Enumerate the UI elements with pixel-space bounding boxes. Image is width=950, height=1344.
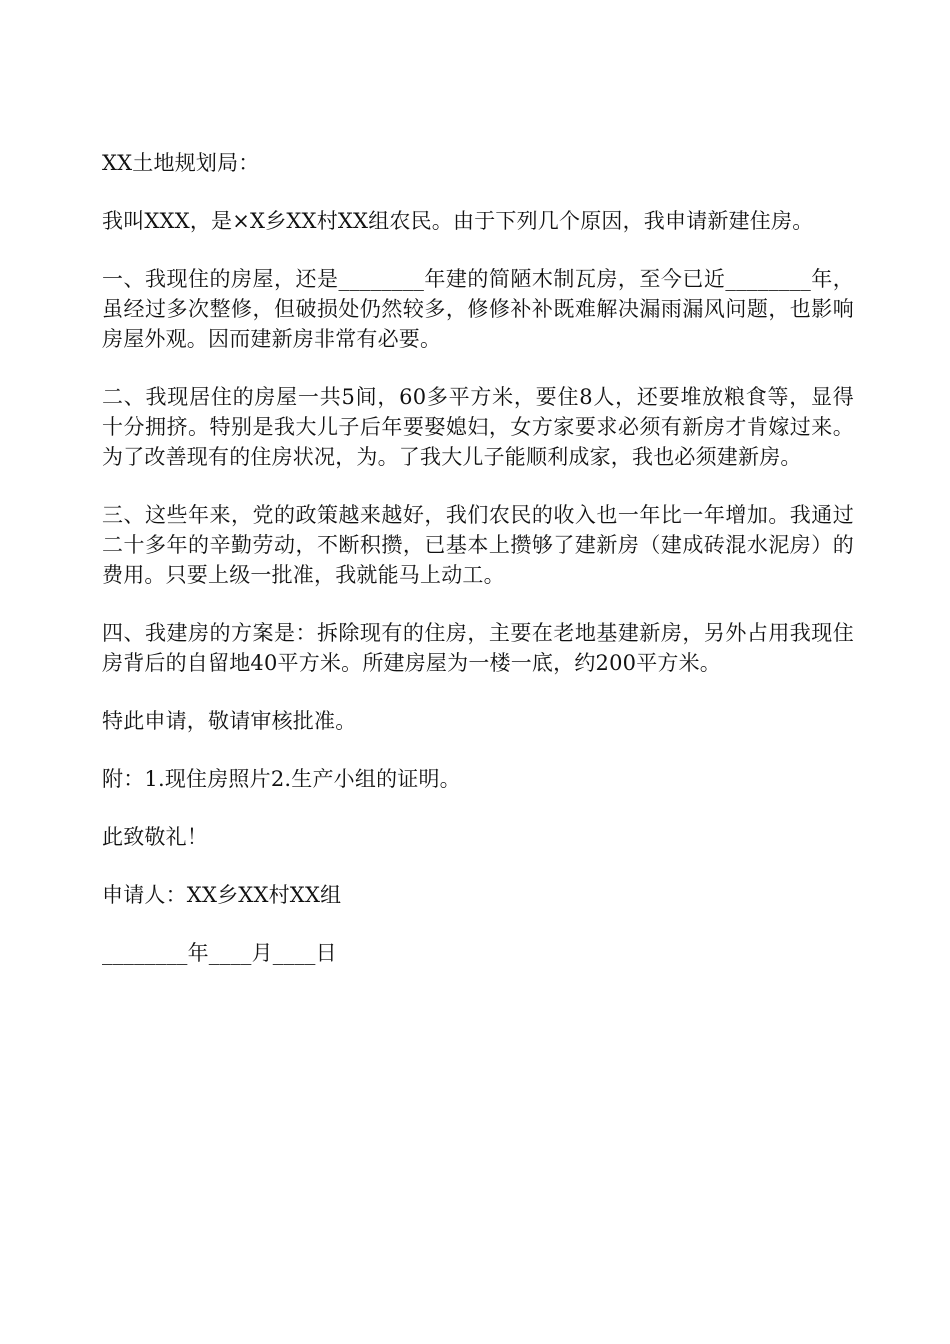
closing-line: 此致敬礼！ <box>102 825 208 849</box>
letter-body <box>102 148 854 968</box>
reason-1-paragraph: 一、我现住的房屋，还是________年建的简陋木制瓦房，至今已近________年，虽经过多次整修，但破损处仍然较多，修修补补既难解决漏雨漏风问题，也影响房屋外观。因而建新房非常有必要。 <box>102 267 854 351</box>
reason-3-paragraph: 三、这些年来，党的政策越来越好，我们农民的收入也一年比一年增加。我通过二十多年的辛勤劳动，不断积攒，已基本上攒够了建新房（建成砖混水泥房）的费用。只要上级一批准，我就能马上动工。 <box>102 503 854 587</box>
request-line: 特此申请，敬请审核批准。 <box>102 709 357 733</box>
intro-paragraph: 我叫XXX，是×X乡XX村XX组农民。由于下列几个原因，我申请新建住房。 <box>102 209 814 233</box>
reason-2-paragraph: 二、我现居住的房屋一共5间，60多平方米，要住8人，还要堆放粮食等，显得十分拥挤。特别是我大儿子后年要娶媳妇，女方家要求必须有新房才肯嫁过来。为了改善现有的住房状况，为。了我大儿子能顺利成家，我也必须建新房。 <box>102 385 854 469</box>
attachments-line: 附：1.现住房照片2.生产小组的证明。 <box>102 767 461 791</box>
applicant-line: 申请人：XX乡XX村XX组 <box>102 883 342 907</box>
salutation: XX土地规划局： <box>102 151 260 175</box>
reason-4-paragraph: 四、我建房的方案是：拆除现有的住房，主要在老地基建新房，另外占用我现住房背后的自留地40平方米。所建房屋为一楼一底，约200平方米。 <box>102 621 854 675</box>
date-line: ________年____月____日 <box>102 941 337 965</box>
